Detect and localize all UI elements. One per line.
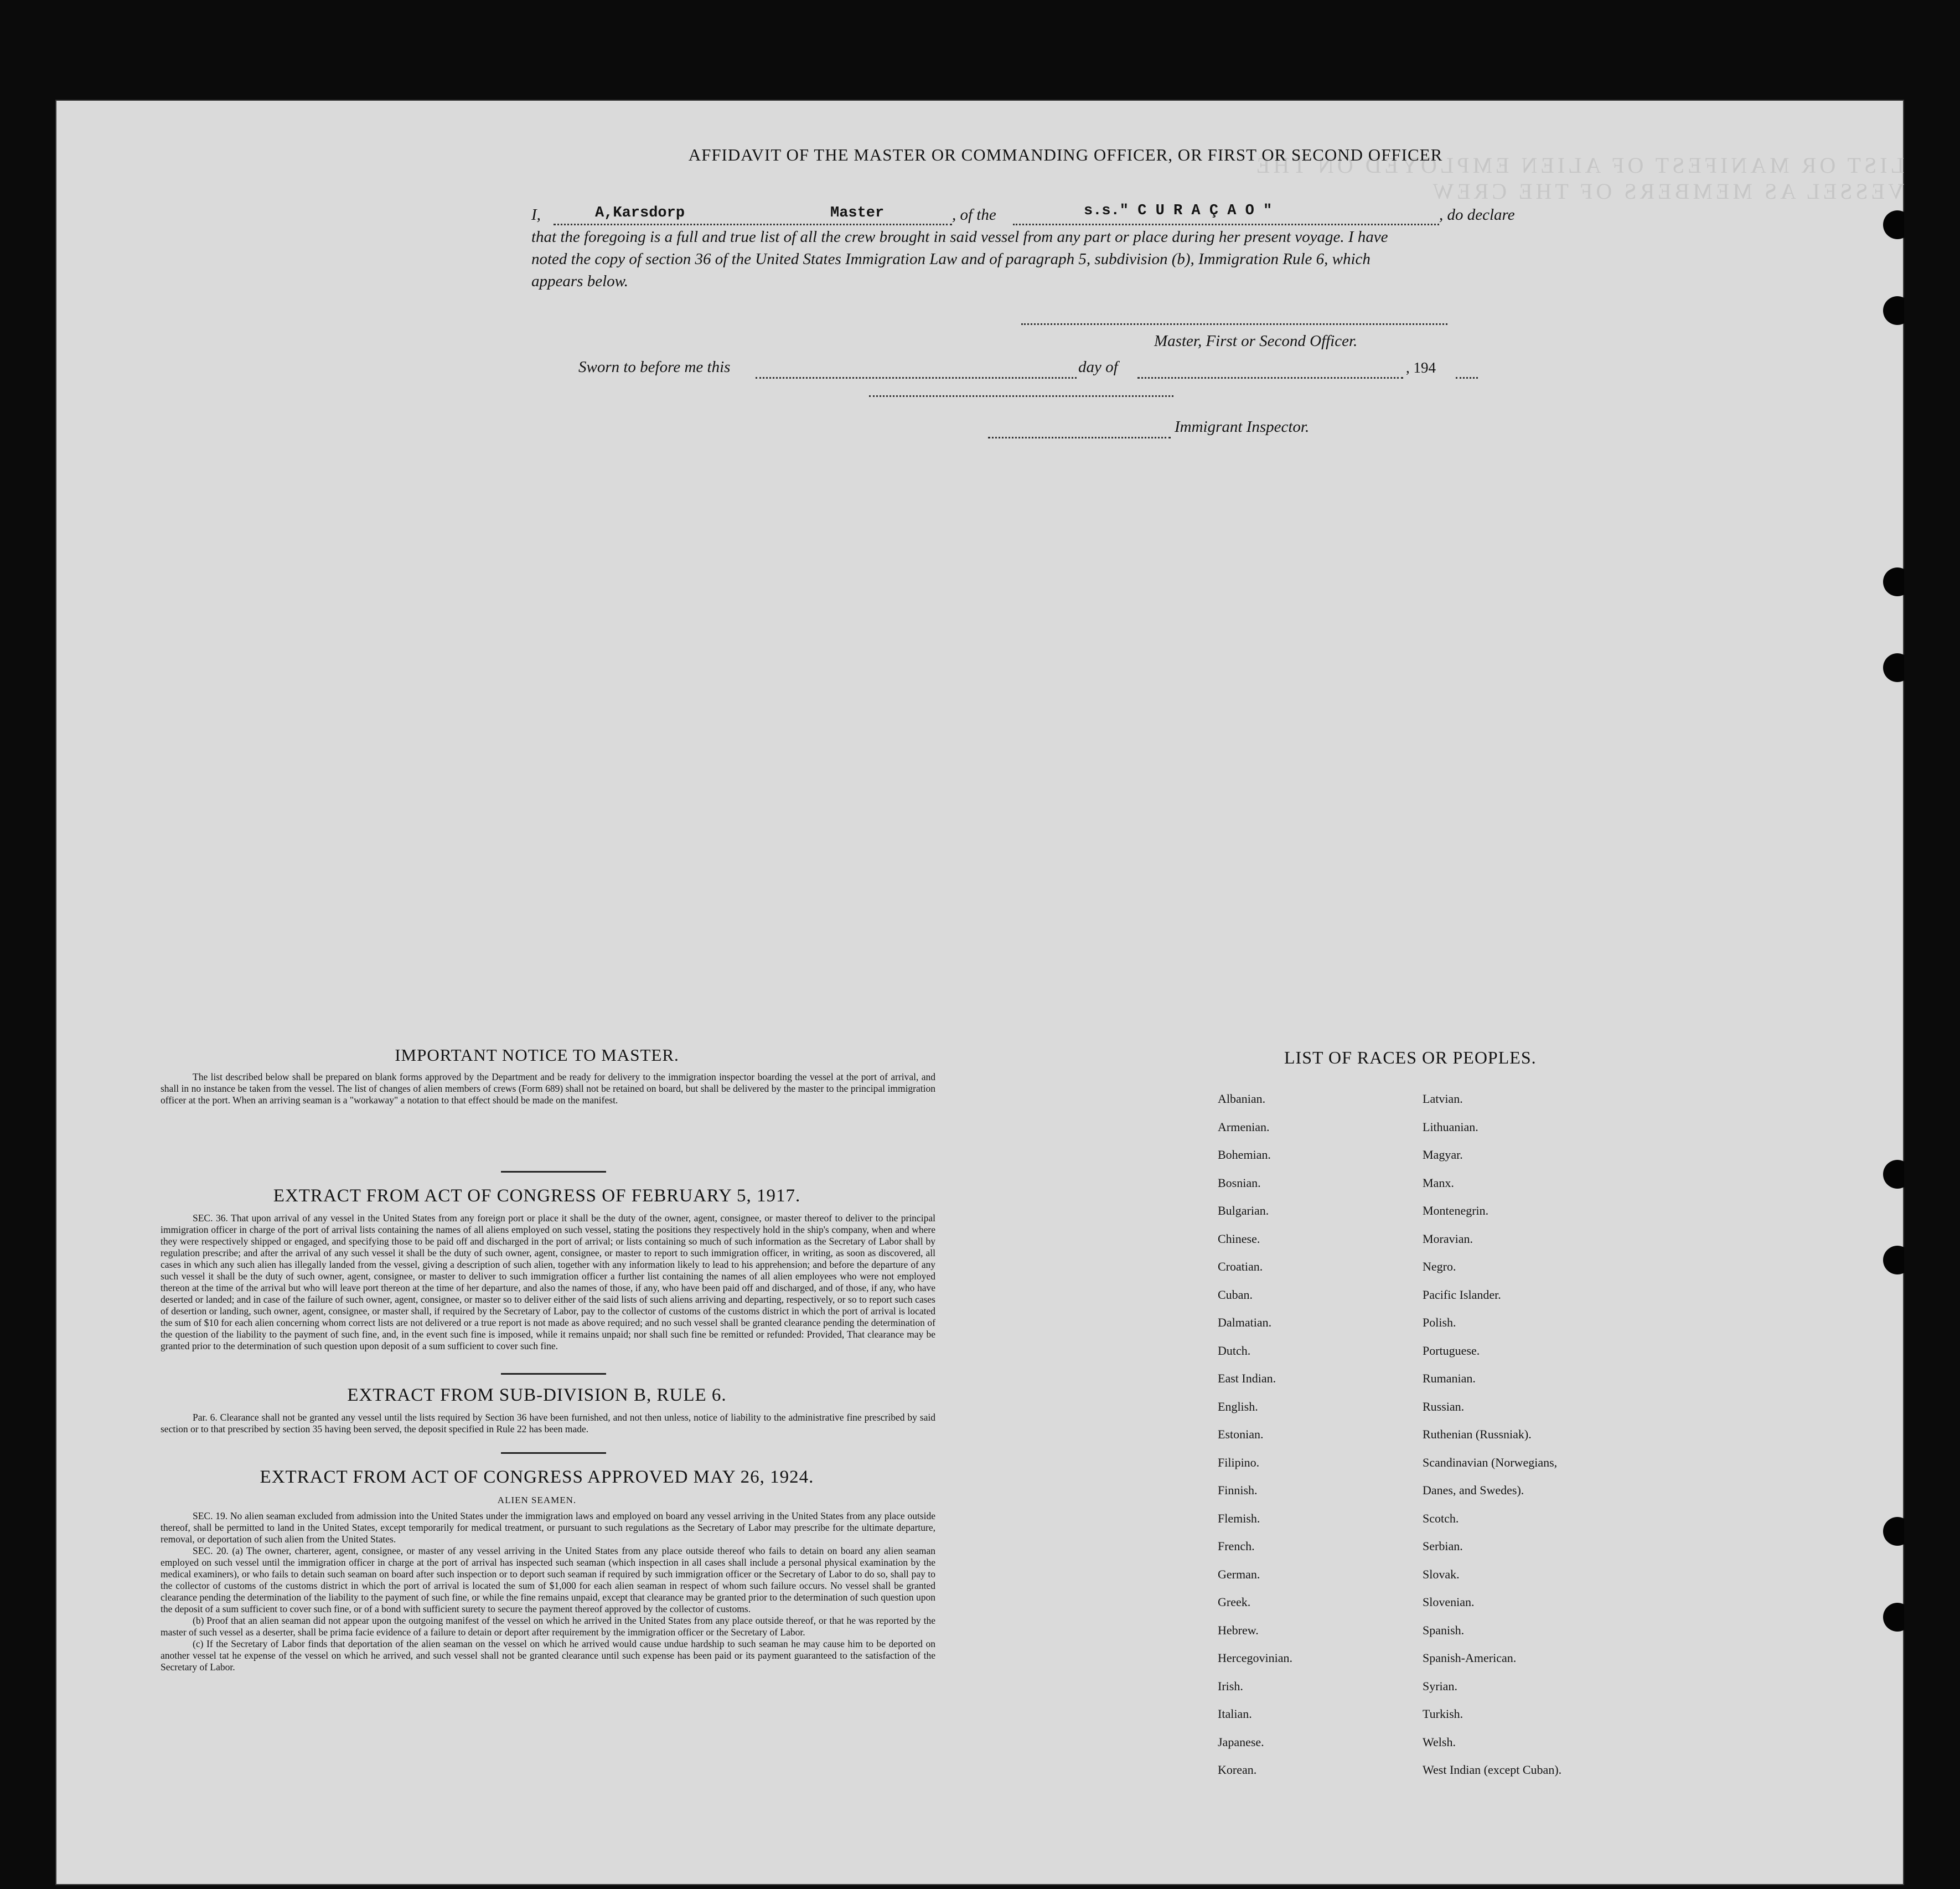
race-item: Scotch. bbox=[1423, 1511, 1459, 1525]
affidavit-body-line1: that the foregoing is a full and true list of all the crew brought in said vessel from any part or place during her present voyage. I have bbox=[531, 228, 1388, 246]
race-item: Moravian. bbox=[1423, 1231, 1473, 1246]
race-item: Danes, and Swedes). bbox=[1423, 1483, 1524, 1497]
race-item: Lithuanian. bbox=[1423, 1119, 1478, 1134]
race-item: Hercegovinian. bbox=[1218, 1651, 1292, 1665]
race-item: German. bbox=[1218, 1567, 1260, 1581]
affidavit-title: AFFIDAVIT OF THE MASTER OR COMMANDING OFFICER, OR FIRST OR SECOND OFFICER bbox=[688, 145, 1443, 164]
sworn-label: Sworn to before me this bbox=[578, 358, 731, 376]
race-item: Irish. bbox=[1218, 1679, 1243, 1693]
race-item: Cuban. bbox=[1218, 1287, 1253, 1302]
races-left-column bbox=[1218, 1085, 1292, 1784]
extract-1924-body bbox=[161, 1510, 935, 1673]
document-sheet bbox=[55, 100, 1904, 1885]
race-item: Slovenian. bbox=[1423, 1595, 1475, 1609]
race-item: Slovak. bbox=[1423, 1567, 1460, 1581]
divider bbox=[501, 1452, 606, 1454]
race-item: Rumanian. bbox=[1423, 1371, 1476, 1385]
divider bbox=[501, 1171, 606, 1173]
race-item: Turkish. bbox=[1423, 1707, 1463, 1721]
sworn-date-line bbox=[756, 358, 1077, 379]
race-item: Bosnian. bbox=[1218, 1175, 1261, 1190]
inspector-line bbox=[988, 418, 1171, 438]
punch-hole bbox=[1883, 1603, 1904, 1632]
sec-20a-paragraph: SEC. 20. (a) The owner, charterer, agent, consignee, or master of any vessel arriving in the United States from any place outside thereof who fails to detain on board any alien seaman employed on such vessel until the immigration officer in charge at the port of arrival has inspected such seaman (which inspection in all cases shall include a personal physical examination by the medical examiners), or who fails to detain such seaman on board after such inspection or to deport such seaman if required by such immigration officer or the Secretary of Labor to do so, shall pay to the collector of customs of the customs district in which the port of arrival is located the sum of $1,000 for each alien seaman in respect of whom such failure occurs. No vessel shall be granted clearance pending the determination of the liability to the payment of such fine, or while the fine remains unpaid, except that clearance may be granted prior to the determination of such question upon the deposit of a sum sufficient to cover such fine, or of a bond with sufficient surety to secure the payment thereof approved by the collector of customs. bbox=[161, 1545, 935, 1614]
race-item: Spanish. bbox=[1423, 1623, 1465, 1637]
par-6-paragraph: Par. 6. Clearance shall not be granted any vessel until the lists required by Section 36 have been furnished, and not then unless, notice of liability to the administrative fine prescribed by said section or to that prescribed by section 35 having been served, the deposit specified in Rule 22 has been made. bbox=[161, 1412, 935, 1434]
master-rank: Master bbox=[830, 205, 885, 221]
i-label: I, bbox=[531, 206, 541, 224]
sec-36-paragraph: SEC. 36. That upon arrival of any vessel in the United States from any foreign port or place it shall be the duty of the owner, agent, consignee, or master thereof to deliver to the principal immigration officer in charge of the port of arrival lists containing the names of all aliens employed on such vessel, stating the positions they respectively hold in the ship's company, when and where they were respectively shipped or engaged, and specifying those to be paid off and discharged in the port of arrival; or lists containing so much of such information as the Secretary of Labor shall by regulation prescribe; and after the arrival of any such vessel it shall be the duty of such owner, agent, consignee, or master to report to such immigration officer, in writing, as soon as discovered, all cases in which any such alien has illegally landed from the vessel, giving a description of such alien, together with any information likely to lead to his apprehension; and before the departure of any such vessel it shall be the duty of such owner, agent, consignee, or master to deliver to such immigration officer a further list containing the names of all alien employees who were not employed thereon at the time of the arrival but who will leave port thereon at the time of her departure, and also the names of those, if any, who have been paid off and discharged, and of those, if any, who have deserted or landed; and in case of the failure of such owner, agent, consignee, or master so to deliver either of the said lists of such aliens arriving and departing, respectively, or so to report such cases of desertion or landing, such owner, agent, consignee, or master shall, if required by the Secretary of Labor, pay to the collector of customs of the customs district in which the port of arrival is located the sum of $10 for each alien concerning whom correct lists are not delivered or a true report is not made as above required; and no such vessel shall be granted clearance pending the determination of the question of the liability to the payment of such fine, and, in the event such fine is imposed, while it remains unpaid; nor shall such fine be remitted or refunded: Provided, That clearance may be granted prior to the determination of such question upon deposit of a sum sufficient to cover such fine. bbox=[161, 1212, 935, 1351]
race-item: Filipino. bbox=[1218, 1455, 1260, 1469]
races-title: LIST OF RACES OR PEOPLES. bbox=[1284, 1047, 1537, 1067]
year-line bbox=[1456, 358, 1478, 379]
punch-hole bbox=[1883, 653, 1904, 682]
day-of-label: day of bbox=[1078, 358, 1118, 376]
race-item: Greek. bbox=[1218, 1595, 1251, 1609]
sec-19-paragraph: SEC. 19. No alien seaman excluded from admission into the United States under the immigration laws and employed on board any vessel arriving in the United States from any place outside thereof, shall be permitted to land in the United States, except temporarily for medical treatment, or pursuant to such regulations as the Secretary of Labor may prescribe for the ultimate departure, removal, or deportation of such alien from the United States. bbox=[161, 1510, 935, 1545]
race-item: Flemish. bbox=[1218, 1511, 1260, 1525]
race-item: Pacific Islander. bbox=[1423, 1287, 1501, 1302]
race-item: East Indian. bbox=[1218, 1371, 1276, 1385]
rule-6-body bbox=[161, 1412, 935, 1435]
race-item: Japanese. bbox=[1218, 1735, 1264, 1749]
punch-hole bbox=[1883, 296, 1904, 325]
race-item: Chinese. bbox=[1218, 1231, 1260, 1246]
race-item: Portuguese. bbox=[1423, 1343, 1480, 1358]
race-item: French. bbox=[1218, 1539, 1255, 1553]
race-item: Scandinavian (Norwegians, bbox=[1423, 1455, 1558, 1469]
race-item: Manx. bbox=[1423, 1175, 1454, 1190]
vessel-name: s.s." C U R A Ç A O " bbox=[1084, 203, 1273, 219]
race-item: Serbian. bbox=[1423, 1539, 1463, 1553]
notice-title: IMPORTANT NOTICE TO MASTER. bbox=[395, 1045, 679, 1065]
alien-seamen-subtitle: ALIEN SEAMEN. bbox=[497, 1495, 577, 1505]
affidavit-body-line3: appears below. bbox=[531, 272, 629, 290]
extract-1917-title: EXTRACT FROM ACT OF CONGRESS OF FEBRUARY 5, 1917. bbox=[273, 1186, 801, 1206]
punch-hole bbox=[1883, 1246, 1904, 1274]
race-item: Russian. bbox=[1423, 1399, 1465, 1413]
race-item: English. bbox=[1218, 1399, 1258, 1413]
affidavit-body-line2: noted the copy of section 36 of the United States Immigration Law and of paragraph 5, subdivision (b), Immigration Rule 6, which bbox=[531, 250, 1371, 268]
race-item: Negro. bbox=[1423, 1260, 1456, 1273]
race-item: Italian. bbox=[1218, 1707, 1252, 1721]
race-item: Croatian. bbox=[1218, 1260, 1263, 1273]
race-item: Dalmatian. bbox=[1218, 1315, 1272, 1329]
rule-6-title: EXTRACT FROM SUB-DIVISION B, RULE 6. bbox=[347, 1385, 727, 1405]
signature-line bbox=[1021, 321, 1447, 325]
race-item: Albanian. bbox=[1218, 1092, 1266, 1106]
race-item: Bulgarian. bbox=[1218, 1204, 1269, 1217]
inspector-line-upper bbox=[869, 393, 1173, 397]
race-item: Hebrew. bbox=[1218, 1623, 1259, 1637]
race-item: Magyar. bbox=[1423, 1148, 1463, 1162]
race-item: Bohemian. bbox=[1218, 1148, 1271, 1162]
signature-caption: Master, First or Second Officer. bbox=[1154, 332, 1358, 350]
race-item: Armenian. bbox=[1218, 1119, 1270, 1134]
year-label: , 194 bbox=[1406, 359, 1436, 376]
punch-hole bbox=[1883, 567, 1904, 596]
race-item: Syrian. bbox=[1423, 1679, 1457, 1693]
races-right-column bbox=[1423, 1085, 1561, 1784]
race-item: Ruthenian (Russniak). bbox=[1423, 1427, 1532, 1441]
race-item: Montenegrin. bbox=[1423, 1204, 1489, 1217]
race-item: Latvian. bbox=[1423, 1092, 1463, 1106]
sec-20c-paragraph: (c) If the Secretary of Labor finds that deportation of the alien seaman on the vessel on which he arrived would cause undue hardship to such seaman he may cause him to be deported on another vessel tat he expense of the vessel on which he arrived, and such vessel shall not be granted clearance until such expense has been paid or its payment guaranteed to the satisfaction of the Secretary of Labor. bbox=[161, 1638, 935, 1673]
master-name: A,Karsdorp bbox=[595, 205, 685, 221]
punch-hole bbox=[1883, 1517, 1904, 1546]
bleed-through-heading: LIST OR MANIFEST OF ALIEN EMPLOYED ON THE VESSEL AS MEMBERS OF THE CREW bbox=[1253, 153, 1904, 204]
month-line bbox=[1137, 358, 1403, 379]
race-item: Welsh. bbox=[1423, 1735, 1456, 1749]
race-item: Korean. bbox=[1218, 1763, 1257, 1777]
race-item: West Indian (except Cuban). bbox=[1423, 1763, 1562, 1777]
divider bbox=[501, 1373, 606, 1375]
of-the-label: , of the bbox=[952, 206, 996, 224]
notice-body bbox=[161, 1071, 935, 1106]
inspector-caption: Immigrant Inspector. bbox=[1175, 418, 1310, 436]
sec-20b-paragraph: (b) Proof that an alien seaman did not appear upon the outgoing manifest of the vessel on which he arrived in the United States from any place outside thereof, or that he was reported by the master of such vessel as a deserter, shall be prima facie evidence of a failure to detain or deport after requirement by the immigration officer or the Secretary of Labor. bbox=[161, 1615, 935, 1638]
extract-1917-body bbox=[161, 1212, 935, 1352]
race-item: Spanish-American. bbox=[1423, 1651, 1517, 1665]
race-item: Finnish. bbox=[1218, 1483, 1258, 1497]
punch-hole bbox=[1883, 1160, 1904, 1189]
race-item: Polish. bbox=[1423, 1315, 1456, 1329]
race-item: Estonian. bbox=[1218, 1427, 1264, 1441]
race-item: Dutch. bbox=[1218, 1343, 1251, 1358]
notice-paragraph: The list described below shall be prepared on blank forms approved by the Department and be ready for delivery to the immigration inspector boarding the vessel at the port of arrival, and shall in no instance be taken from the vessel. The list of changes of alien members of crews (Form 689) shall not be retained on board, but shall be delivered by the master to the principal immigration officer at the port. When an arriving seaman is a "workaway" a notation to that effect should be made on the manifest. bbox=[161, 1071, 935, 1106]
punch-hole bbox=[1883, 210, 1904, 239]
extract-1924-title: EXTRACT FROM ACT OF CONGRESS APPROVED MAY 26, 1924. bbox=[260, 1467, 814, 1487]
do-declare-label: , do declare bbox=[1439, 206, 1515, 224]
